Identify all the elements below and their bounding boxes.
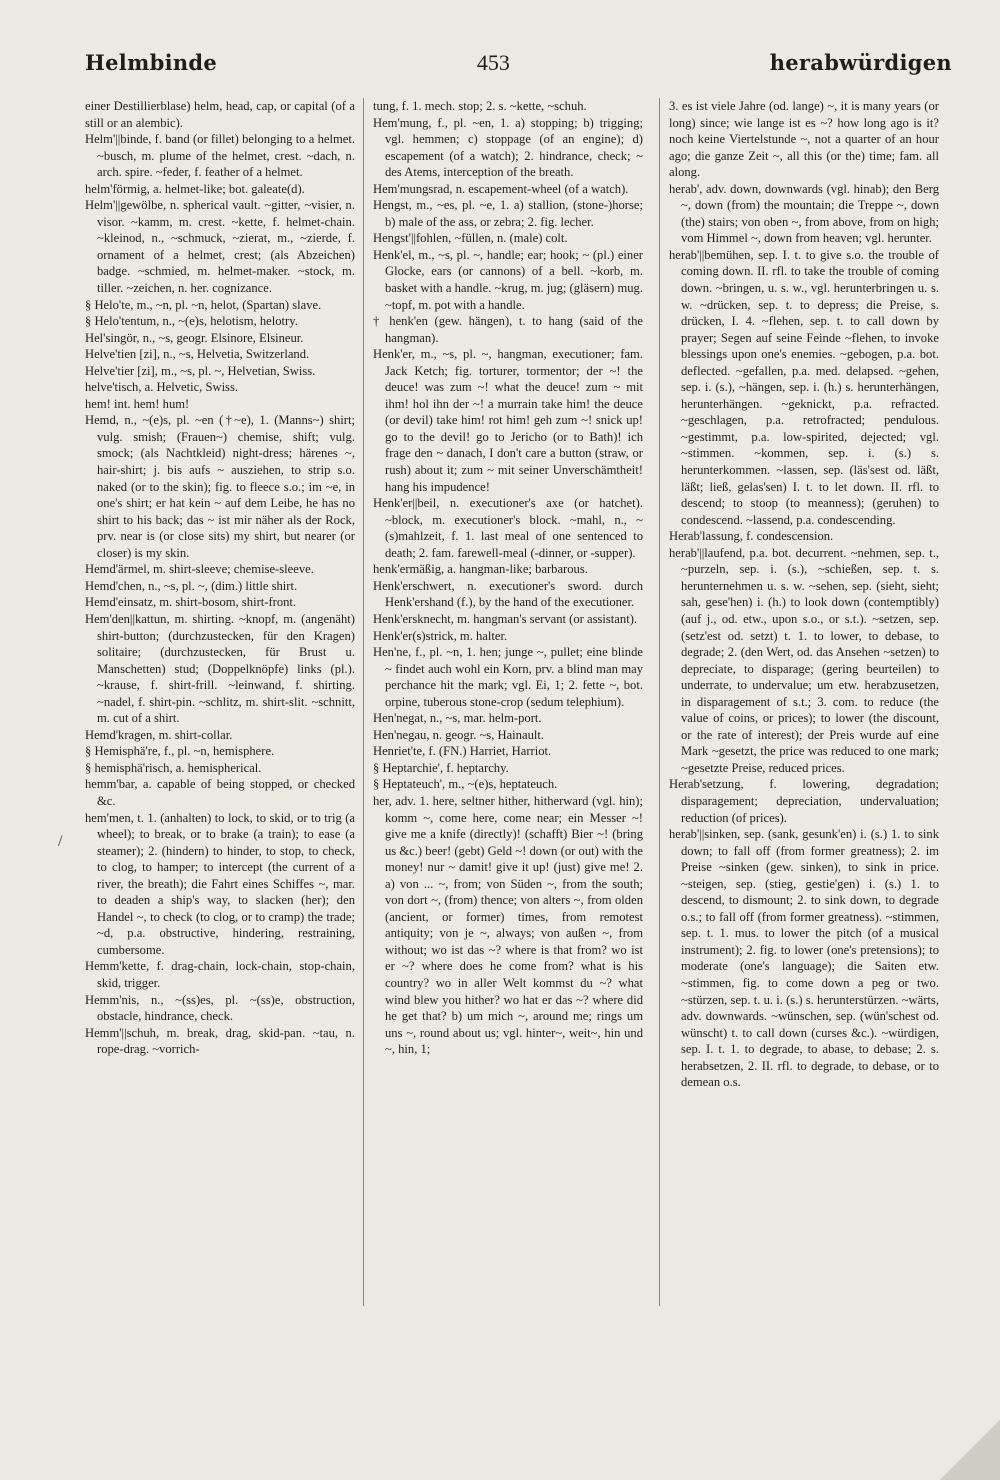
dictionary-entry: herab'||sinken, sep. (sank, gesunk'en) i. (s.) 1. to sink down; to fall off (from former greatness); 2. im Preise ~sinken (gew. sinken), to sink in price. ~steigen, sep. (stieg, gestie'gen) i. (s.) 1. to descend, to dismount; 2. to sink down, to degrade o.s.; to fall off (from former greatness). ~stimmen, sep. t. 1. mus. to lower the pitch (of a musical instrument); 2. fig. to lower (one's pretensions); to moderate (one's language); die Saiten etw. ~stimmen, fig. to come down a peg or two. ~stürzen, sep. t. u. i. (s.) s. herunterstürzen. ~wärts, adv. downwards. ~wünschen, sep. (wün'schest od. wünscht) t. to call down (curses &c.). ~würdigen, sep. I. t. 1. to degrade, to abase, to debase; 2. s. herabsetzen, 2. II. rfl. to degrade, to debase, or to demean o.s. (669, 827, 939, 1090)
dictionary-entry: § Hemisphä're, f., pl. ~n, hemisphere. (85, 744, 275, 759)
dictionary-entry: herab'||laufend, p.a. bot. decurrent. ~nehmen, sep. t., ~purzeln, sep. i. (s.), ~schießen, sep. t. s. herunternehmen u. s. w. ~sehen, sep. (sieht, sieht; sah, gese'hen) i. (h.) to look down (contemptibly) (auf j., od. etw., upon s.o., or s.t.). ~setzen, sep. (setz'est od. setzt) t. 1. to lower, to debase, to degrade; 2. (den Wert, od. das Ansehen ~setzen) to depreciate, to disparage; (gering beurteilen) to underrate, to undervalue; um etw. herabzusetzen, in disparagement of s.t.; 3. com. to reduce (the value of coins, or prices); to lower (the discount, or the rate of interest); der Preis wurde auf eine Mark ~gesetzt, the price was reduced to one mark; ~gesetzte Preise, reduced prices. (669, 545, 939, 775)
dictionary-entry: † henk'en (gew. hängen), t. to hang (said of the hangman). (373, 314, 643, 345)
dictionary-entry: henk'ermäßig, a. hangman-like; barbarous. (373, 562, 588, 577)
dictionary-entry: Hengst'||fohlen, ~füllen, n. (male) colt. (373, 231, 568, 246)
dictionary-entry: Hemd'chen, n., ~s, pl. ~, (dim.) little shirt. (85, 578, 298, 593)
dictionary-entry: Hen'negau, n. geogr. ~s, Hainault. (373, 727, 545, 742)
page-corner-fold (940, 1420, 1000, 1480)
dictionary-entry: Helve'tien [zi], n., ~s, Helvetia, Switzerland. (85, 347, 310, 362)
dictionary-entry: Henk'el, m., ~s, pl. ~, handle; ear; hook; ~ (pl.) einer Glocke, ears (or cannons) of a bell. ~korb, m. basket with a handle. ~krug, m. jug; (gläsern) mug. ~topf, m. pot with a handle. (373, 247, 643, 312)
dictionary-entry: Helve'tier [zi], m., ~s, pl. ~, Helvetian, Swiss. (85, 363, 316, 378)
dictionary-entry: Hemm'kette, f. drag-chain, lock-chain, stop-chain, skid, trigger. (85, 959, 355, 990)
dictionary-entry: Henk'er, m., ~s, pl. ~, hangman, executioner; fam. Jack Ketch; fig. torturer, tormentor; der ~! the deuce! was zum ~! what the deuce! zum ~ mit ihm! hol ihn der ~! a murrain take him! the deuce (or devil) take him! rot him! geh zum ~! snick up! go to the devil! go to Jericho (or to Bath)! ich frage den ~ danach, I don't care a button (straw, or rush) about it; zum ~ mit seiner Unverschämtheit! hang his impudence! (373, 347, 643, 494)
dictionary-entry: § Helo'tentum, n., ~(e)s, helotism, helotry. (85, 314, 298, 329)
dictionary-entry: § Helo'te, m., ~n, pl. ~n, helot, (Spartan) slave. (85, 297, 322, 312)
dictionary-entry: Helm'||gewölbe, n. spherical vault. ~gitter, ~visier, n. visor. ~kamm, m. crest. ~kette, f. helmet-chain. ~kleinod, n., ~schmuck, ~zierat, m., ~zierde, f. ornament of a helmet, crest; (als Abzeichen) badge. ~schmied, m. helmet-maker. ~stock, m. tiller. ~zeichen, n. her. cognizance. (85, 198, 355, 296)
dictionary-entry: Hemd'einsatz, m. shirt-bosom, shirt-front. (85, 595, 297, 610)
dictionary-entry: herab'||bemühen, sep. I. t. to give s.o. the trouble of coming down. II. rfl. to take the trouble of coming down. ~bringen, u. s. w., vgl. herunterbringen u. s. w. ~drücken, sep. t. to depress; die Preise, s. drücken, I. 4. ~flehen, sep. t. to call down by prayer; Segen auf seine Feinde ~flehen, to invoke blessings upon one's enemies. ~gebogen, p.a. bot. deflected. ~gefallen, p.a. med. delapsed. ~gehen, sep. i. (s.), ~hängen, sep. i. (h.) s. herunterhängen, herunterhängen. ~geknickt, p.a. refracted. ~geschlagen, p.a. retrofracted; pendulous. ~gestimmt, p.a. low-spirited, dejected; vgl. ~stimmen. ~kommen, sep. i. (s.) s. herunterkommen. ~lassen, sep. (läs'sest od. läßt, läßt; ließ, gelas'sen) I. t. to let down. II. rfl. to descend; to stoop (to meanness); (geruhen) to condescend. ~lassend, p.a. condescending. (669, 247, 939, 527)
dictionary-entry: Hemd'kragen, m. shirt-collar. (85, 727, 233, 742)
dictionary-entry: herab', adv. down, downwards (vgl. hinab); den Berg ~, down (from) the mountain; die Treppe ~, down (the) stairs; von oben ~, from above, from on high; vom Himmel ~, down from heaven; vgl. herunter. (669, 181, 939, 246)
dictionary-entry: Hengst, m., ~es, pl. ~e, 1. a) stallion, (stone-)horse; b) male of the ass, or zebra; 2. fig. lecher. (373, 198, 643, 229)
dictionary-entry: Henk'ersknecht, m. hangman's servant (or assistant). (373, 611, 638, 626)
dictionary-entry: hem'men, t. 1. (anhalten) to lock, to skid, or to trig (a wheel); to break, or to brake (a train); to ease (a steamer); 2. (hindern) to hinder, to stop, to check, to clog, to hamper; to intercept (the current of a river, the breath); die Fahrt eines Schiffes ~, mar. to deaden a ship's way, to slacken (her); den Handel ~, to check (to clog, or to cramp) the trade; ~d, p.a. obstructive, hindering, restraining, cumbersome. (85, 810, 355, 957)
dictionary-entry: 3. es ist viele Jahre (od. lange) ~, it is many years (or long) since; wie lange ist es ~? how long ago is it? noch keine Viertelstunde ~, not a quarter of an hour ago; die ganze Zeit ~, all this (or the) time; fam. all along. (669, 99, 939, 180)
dictionary-entry: hem! int. hem! hum! (85, 396, 190, 411)
dictionary-entry: helve'tisch, a. Helvetic, Swiss. (85, 380, 239, 395)
dictionary-entry: her, adv. 1. here, seltner hither, hitherward (vgl. hin); komm ~, come here, come near; ein Messer ~! give me a knife (directly)! (schafft) Bier ~! (bring us &c.) beer! (gebt) Geld ~! down (or out) with the money! nur ~ damit! give it up! (just) give me! 2. a) von ... ~, from; von Süden ~, from the south; von dort ~, (from) thence; von alters ~, from olden (ancient, or former) times, from remotest antiquity; von je ~, always; von außen ~, from without; wo ist das ~? where is that from? wo ist er ~? where does he come from? what is his country? wo in aller Welt kommst du ~? what wind blew you hither? wo hat er das ~? where did he get that? b) um mich ~, around me; rings um uns ~, round about us; vgl. hinter~, weit~, hin und ~, hin, 1; (373, 793, 643, 1057)
dictionary-entry: hemm'bar, a. capable of being stopped, or checked &c. (85, 777, 355, 808)
column-rule-left (363, 98, 364, 1306)
column-rule-right (659, 98, 660, 1306)
running-header (85, 50, 952, 90)
dictionary-entry: Henk'er||beil, n. executioner's axe (or hatchet). ~block, m. executioner's block. ~mahl, n., ~(s)mahlzeit, f. 1. last meal of one sentenced to death; 2. fam. farewell-meal (-dinner, or -supper). (373, 496, 643, 560)
header-right-headword: herabwürdigen (769, 50, 952, 75)
margin-pencil-mark: / (58, 833, 63, 850)
dictionary-entry: Henk'er(s)strick, m. halter. (373, 628, 508, 643)
dictionary-entry: Helm'||binde, f. band (or fillet) belonging to a helmet. ~busch, m. plume of the helmet, crest. ~dach, n. arch. spire. ~feder, f. feather of a helmet. (85, 132, 355, 180)
column-3 (669, 98, 939, 1091)
dictionary-entry: Hem'mung, f., pl. ~en, 1. a) stopping; b) trigging; vgl. hemmen; c) stoppage (of an engine); d) escapement (of a watch); 2. hindrance, check; ~ des Atems, interception of the breath. (373, 115, 643, 180)
dictionary-entry: Herab'lassung, f. condescension. (669, 529, 834, 544)
dictionary-entry: Hen'ne, f., pl. ~n, 1. hen; junge ~, pullet; eine blinde ~ findet auch wohl ein Korn, prv. a blind man may perchance hit the mark; vgl. Ei, 1; 2. fette ~, bot. orpine, tuberous stone-crop (sedum telephium). (373, 645, 643, 709)
header-left-headword: Helmbinde (85, 50, 218, 75)
column-2 (373, 98, 643, 1058)
dictionary-entry: Hemd, n., ~(e)s, pl. ~en (†~e), 1. (Manns~) shirt; vulg. smish; (Frauen~) chemise, shift; vulg. smock; (als Nachtkleid) night-dress; härenes ~, hair-shirt; j. bis aufs ~ ausziehen, to strip s.o. naked (or to the skin); fig. to fleece s.o.; im ~e, in one's shirt; er hat kein ~ auf dem Leibe, he has no shirt to his back; das ~ ist mir näher als der Rock, prv. near is (or close sits) my shirt, but nearer (or closer) is my skin. (85, 413, 355, 560)
dictionary-entry: Henk'erschwert, n. executioner's sword. durch Henk'ershand (f.), by the hand of the executioner. (373, 578, 643, 610)
dictionary-entry: Hemd'ärmel, m. shirt-sleeve; chemise-sleeve. (85, 562, 314, 577)
dictionary-entry: § hemisphä'risch, a. hemispherical. (85, 760, 262, 775)
dictionary-entry: Hemm'||schuh, m. break, drag, skid-pan. ~tau, n. rope-drag. ~vorrich- (85, 1025, 355, 1057)
dictionary-entry: Herab'setzung, f. lowering, degradation; disparagement; depreciation, undervaluation; reduction (of prices). (669, 777, 939, 825)
dictionary-entry: § Heptateuch', m., ~(e)s, heptateuch. (373, 777, 558, 792)
dictionary-entry: Henriet'te, f. (FN.) Harriet, Harriot. (373, 744, 552, 759)
dictionary-entry: Hemm'nis, n., ~(ss)es, pl. ~(ss)e, obstruction, obstacle, hindrance, check. (85, 992, 355, 1024)
dictionary-entry: einer Destillierblase) helm, head, cap, or capital (of a still or an alembic). (85, 99, 355, 130)
dictionary-entry: § Heptarchie', f. heptarchy. (373, 760, 509, 775)
dictionary-entry: helm'förmig, a. helmet-like; bot. galeate(d). (85, 181, 305, 196)
dictionary-entry: Hel'singör, n., ~s, geogr. Elsinore, Elsineur. (85, 330, 304, 345)
page-number: 453 (476, 50, 510, 75)
dictionary-entry: Hem'mungsrad, n. escapement-wheel (of a watch). (373, 181, 629, 196)
column-1 (85, 98, 355, 1058)
dictionary-entry: tung, f. 1. mech. stop; 2. s. ~kette, ~schuh. (373, 99, 587, 113)
dictionary-entry: Hem'den||kattun, m. shirting. ~knopf, m. (angenäht) shirt-button; (durchzustecken, für den Kragen) solitaire; (durchzustecken, für Brust u. Manschetten) stud; (Doppelknöpfe) links (pl.). ~krause, f. shirt-frill. ~leinwand, f. shirting. ~nadel, f. shirt-pin. ~schlitz, m. shirt-slit. ~schnitt, m. cut of a shirt. (85, 611, 355, 726)
dictionary-entry: Hen'negat, n., ~s, mar. helm-port. (373, 711, 542, 726)
